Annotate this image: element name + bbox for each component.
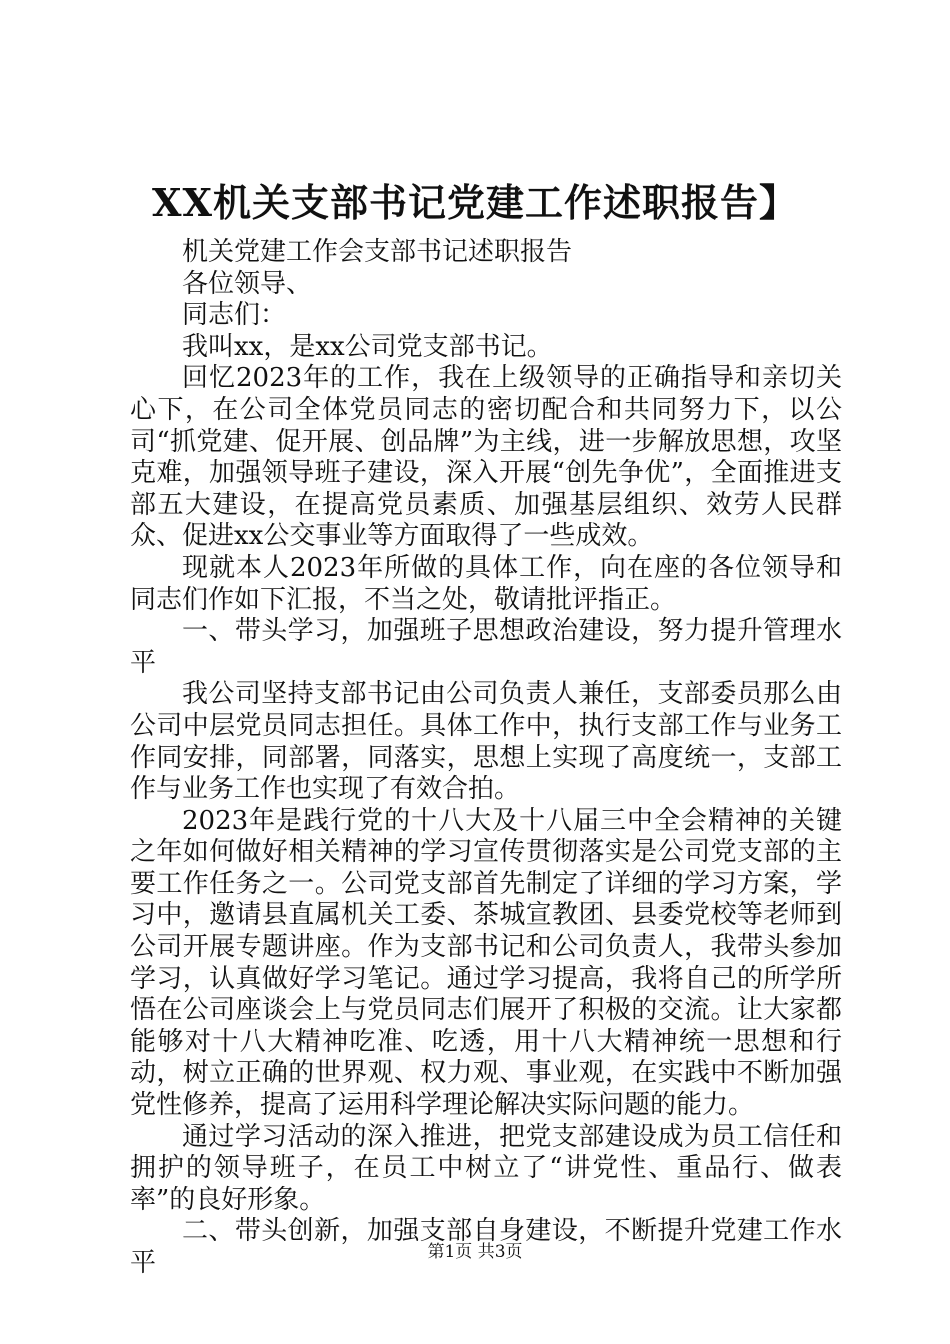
paragraph-salutation-1: 各位领导、: [182, 268, 313, 299]
paragraph-report: 现就本人2023年所做的具体工作，向在座的各位领导和同志们作如下汇报，不当之处，敬请批评指正。: [130, 552, 842, 615]
paragraph-salutation-2: 同志们：: [182, 300, 287, 331]
document-title: XX机关支部书记党建工作述职报告】: [152, 180, 798, 225]
paragraph-intro: 我叫xx，是xx公司党支部书记。: [182, 331, 553, 362]
page-number-footer: 第1页 共3页: [427, 1242, 523, 1262]
paragraph-section-1b: 2023年是践行党的十八大及十八届三中全会精神的关键之年如何做好相关精神的学习宣传贯彻落实是公司党支部的主要工作任务之一。公司党支部首先制定了详细的学习方案，学习中，邀请县直属机关工委、茶城宣教团、县委党校等老师到公司开展专题讲座。作为支部书记和公司负责人，我带头参加学习，认真做好学习笔记。通过学习提高，我将自己的所学所悟在公司座谈会上与党员同志们展开了积极的交流。让大家都能够对十八大精神吃准、吃透，用十八大精神统一思想和行动，树立正确的世界观、权力观、事业观，在实践中不断加强党性修养，提高了运用科学理论解决实际问题的能力。: [130, 805, 842, 1121]
paragraph-section-1a: 我公司坚持支部书记由公司负责人兼任，支部委员那么由公司中层党员同志担任。具体工作中，执行支部工作与业务工作同安排，同部署，同落实，思想上实现了高度统一，支部工作与业务工作也实现了有效合拍。: [130, 679, 842, 805]
paragraph-review: 回忆2023年的工作，我在上级领导的正确指导和亲切关心下，在公司全体党员同志的密切配合和共同努力下，以公司“抓党建、促开展、创品牌”为主线，进一步解放思想，攻坚克难，加强领导班子建设，深入开展“创先争优”，全面推进支部五大建设，在提高党员素质、加强基层组织、效劳人民群众、促进xx公交事业等方面取得了一些成效。: [130, 363, 842, 552]
paragraph-section-1c: 通过学习活动的深入推进，把党支部建设成为员工信任和拥护的领导班子，在员工中树立了“讲党性、重品行、做表率”的良好形象。: [130, 1121, 842, 1215]
document-body: [130, 237, 842, 1280]
section-heading-2: 二、带头创新，加强支部自身建设，不断提升党建工作水平: [130, 1216, 842, 1278]
section-heading-1: 一、带头学习，加强班子思想政治建设，努力提升管理水平: [130, 616, 842, 678]
paragraph-subtitle: 机关党建工作会支部书记述职报告: [182, 237, 573, 267]
